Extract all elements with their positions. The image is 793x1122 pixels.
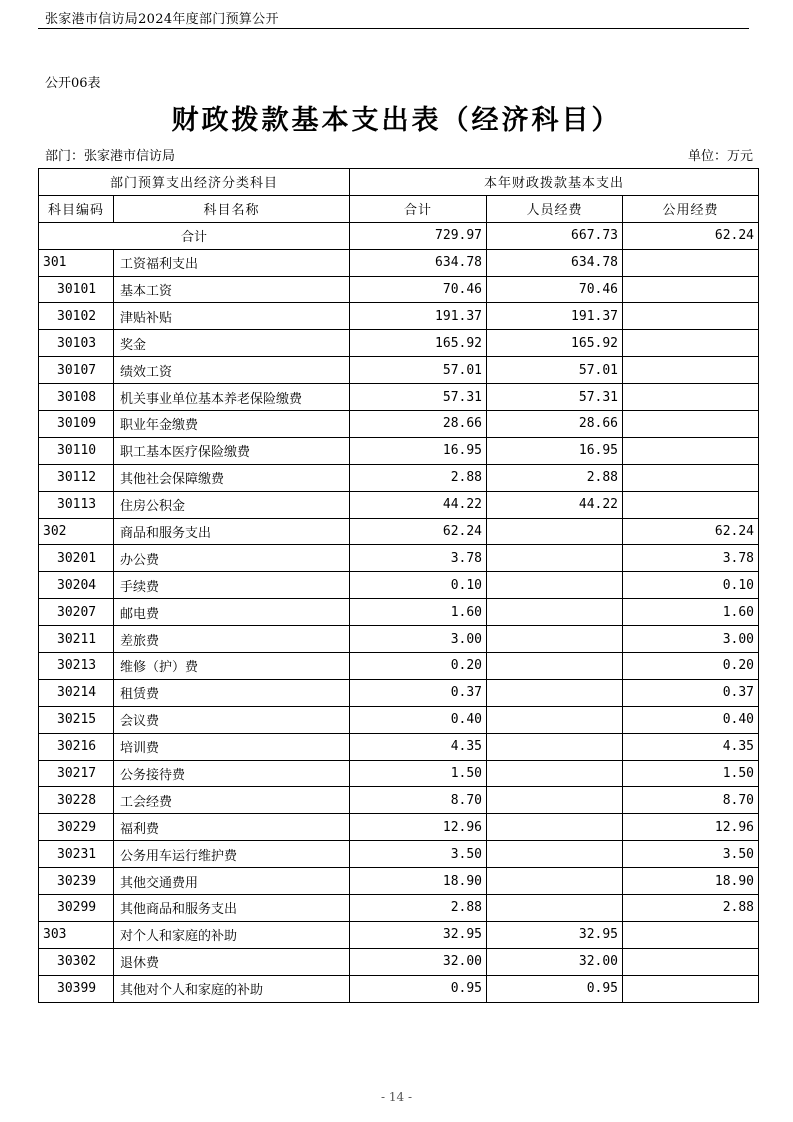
row-total: 191.37 [350,303,487,330]
row-name: 绩效工资 [114,357,350,384]
row-public [623,411,759,438]
row-code: 30103 [39,330,114,357]
row-name: 维修（护）费 [114,653,350,680]
row-total: 0.40 [350,706,487,733]
total-amount: 729.97 [350,222,487,249]
row-name: 其他商品和服务支出 [114,895,350,922]
row-public [623,921,759,948]
row-personnel [487,653,623,680]
table-row [39,787,759,814]
row-total: 44.22 [350,491,487,518]
table-row [39,760,759,787]
row-public: 8.70 [623,787,759,814]
row-personnel: 2.88 [487,464,623,491]
row-name: 津贴补贴 [114,303,350,330]
table-row [39,330,759,357]
row-personnel: 70.46 [487,276,623,303]
row-code: 30213 [39,653,114,680]
table-row [39,948,759,975]
header-total: 合计 [350,195,487,222]
row-total: 1.60 [350,599,487,626]
row-personnel [487,679,623,706]
row-personnel: 165.92 [487,330,623,357]
row-code: 30214 [39,679,114,706]
row-code: 30215 [39,706,114,733]
table-row [39,975,759,1002]
header-row-group [39,169,759,196]
row-code: 301 [39,249,114,276]
row-personnel [487,868,623,895]
row-code: 30228 [39,787,114,814]
row-personnel: 32.00 [487,948,623,975]
row-personnel [487,760,623,787]
row-public: 4.35 [623,733,759,760]
row-personnel [487,599,623,626]
row-code: 30211 [39,626,114,653]
row-personnel [487,572,623,599]
row-total: 634.78 [350,249,487,276]
table-row [39,464,759,491]
row-personnel: 57.01 [487,357,623,384]
row-code: 30229 [39,814,114,841]
row-name: 工会经费 [114,787,350,814]
table-row [39,679,759,706]
header-personnel: 人员经费 [487,195,623,222]
table-row [39,518,759,545]
row-total: 0.95 [350,975,487,1002]
row-code: 30204 [39,572,114,599]
table-row [39,411,759,438]
header-rule [38,28,749,29]
row-personnel: 28.66 [487,411,623,438]
row-total: 8.70 [350,787,487,814]
row-name: 基本工资 [114,276,350,303]
row-public [623,249,759,276]
row-total: 2.88 [350,464,487,491]
total-personnel: 667.73 [487,222,623,249]
row-name: 职业年金缴费 [114,411,350,438]
row-name: 福利费 [114,814,350,841]
row-code: 303 [39,921,114,948]
table-row [39,895,759,922]
row-personnel: 57.31 [487,384,623,411]
row-code: 30207 [39,599,114,626]
table-row [39,814,759,841]
table-row [39,276,759,303]
row-public [623,948,759,975]
department-label: 部门：张家港市信访局 [45,149,176,164]
header-row-columns [39,195,759,222]
row-total: 32.95 [350,921,487,948]
row-total: 28.66 [350,411,487,438]
row-name: 其他社会保障缴费 [114,464,350,491]
running-head: 张家港市信访局2024年度部门预算公开 [45,12,279,27]
row-public: 3.78 [623,545,759,572]
row-name: 差旅费 [114,626,350,653]
row-personnel: 191.37 [487,303,623,330]
row-personnel [487,545,623,572]
row-code: 30112 [39,464,114,491]
header-public: 公用经费 [623,195,759,222]
row-public [623,276,759,303]
header-code: 科目编码 [39,195,114,222]
row-code: 30299 [39,895,114,922]
row-total: 57.31 [350,384,487,411]
row-public: 0.20 [623,653,759,680]
row-personnel [487,787,623,814]
row-personnel: 16.95 [487,437,623,464]
table-row [39,491,759,518]
row-name: 奖金 [114,330,350,357]
table-row [39,249,759,276]
row-total: 0.37 [350,679,487,706]
row-total: 70.46 [350,276,487,303]
row-public: 0.37 [623,679,759,706]
row-name: 公务用车运行维护费 [114,841,350,868]
row-public: 1.60 [623,599,759,626]
total-row [39,222,759,249]
row-code: 30399 [39,975,114,1002]
row-name: 办公费 [114,545,350,572]
row-total: 2.88 [350,895,487,922]
row-code: 30108 [39,384,114,411]
row-name: 租赁费 [114,679,350,706]
row-name: 其他对个人和家庭的补助 [114,975,350,1002]
row-name: 培训费 [114,733,350,760]
header-name: 科目名称 [114,195,350,222]
header-group-right: 本年财政拨款基本支出 [350,169,759,196]
row-personnel [487,518,623,545]
row-total: 57.01 [350,357,487,384]
table-row [39,868,759,895]
total-label: 合计 [39,222,350,249]
row-personnel [487,626,623,653]
row-personnel [487,841,623,868]
row-public [623,303,759,330]
row-name: 其他交通费用 [114,868,350,895]
row-personnel: 0.95 [487,975,623,1002]
row-public [623,464,759,491]
row-total: 1.50 [350,760,487,787]
row-public [623,330,759,357]
row-total: 0.10 [350,572,487,599]
table-row [39,384,759,411]
row-name: 会议费 [114,706,350,733]
row-code: 30110 [39,437,114,464]
table-row [39,653,759,680]
row-name: 手续费 [114,572,350,599]
row-code: 30109 [39,411,114,438]
table-row [39,545,759,572]
header-group-left: 部门预算支出经济分类科目 [39,169,350,196]
row-public: 0.40 [623,706,759,733]
row-public [623,491,759,518]
page-number: - 14 - [380,1090,412,1104]
row-name: 工资福利支出 [114,249,350,276]
table-row [39,599,759,626]
row-public: 12.96 [623,814,759,841]
row-personnel [487,733,623,760]
table-row [39,921,759,948]
table-row [39,733,759,760]
row-total: 0.20 [350,653,487,680]
row-name: 公务接待费 [114,760,350,787]
row-personnel [487,706,623,733]
page-title: 财政拨款基本支出表（经济科目） [171,105,622,136]
total-public: 62.24 [623,222,759,249]
row-personnel [487,814,623,841]
row-total: 32.00 [350,948,487,975]
row-code: 30113 [39,491,114,518]
row-name: 住房公积金 [114,491,350,518]
table-row [39,626,759,653]
row-name: 对个人和家庭的补助 [114,921,350,948]
row-total: 3.50 [350,841,487,868]
row-code: 30216 [39,733,114,760]
row-total: 3.78 [350,545,487,572]
row-personnel: 32.95 [487,921,623,948]
row-total: 3.00 [350,626,487,653]
row-total: 18.90 [350,868,487,895]
row-public: 18.90 [623,868,759,895]
row-total: 62.24 [350,518,487,545]
table-row [39,437,759,464]
row-name: 职工基本医疗保险缴费 [114,437,350,464]
row-total: 12.96 [350,814,487,841]
row-code: 30302 [39,948,114,975]
row-personnel: 634.78 [487,249,623,276]
row-public: 1.50 [623,760,759,787]
row-public: 0.10 [623,572,759,599]
table-row [39,303,759,330]
row-code: 30102 [39,303,114,330]
row-total: 165.92 [350,330,487,357]
unit-label: 单位：万元 [687,149,753,164]
row-public: 2.88 [623,895,759,922]
row-personnel: 44.22 [487,491,623,518]
row-code: 302 [39,518,114,545]
row-code: 30107 [39,357,114,384]
row-public [623,384,759,411]
table-row [39,706,759,733]
table-row [39,357,759,384]
row-code: 30101 [39,276,114,303]
row-public [623,975,759,1002]
row-code: 30231 [39,841,114,868]
row-total: 16.95 [350,437,487,464]
row-public: 3.50 [623,841,759,868]
row-personnel [487,895,623,922]
row-public: 3.00 [623,626,759,653]
budget-table [38,168,759,1003]
row-name: 退休费 [114,948,350,975]
row-name: 邮电费 [114,599,350,626]
table-row [39,841,759,868]
row-public: 62.24 [623,518,759,545]
row-total: 4.35 [350,733,487,760]
row-name: 机关事业单位基本养老保险缴费 [114,384,350,411]
row-code: 30201 [39,545,114,572]
row-public [623,357,759,384]
row-name: 商品和服务支出 [114,518,350,545]
table-row [39,572,759,599]
row-code: 30239 [39,868,114,895]
table-code: 公开06表 [45,76,101,91]
row-public [623,437,759,464]
row-code: 30217 [39,760,114,787]
